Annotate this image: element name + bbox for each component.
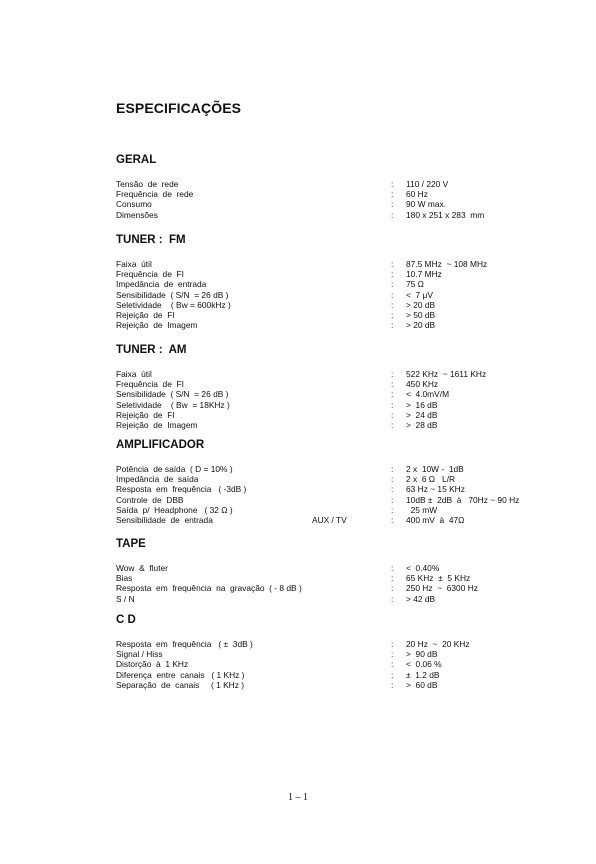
spec-separator: : <box>391 669 394 680</box>
spec-row <box>116 259 556 269</box>
spec-row <box>116 279 556 289</box>
spec-label: Sensibilidade ( S/N = 26 dB ) <box>116 289 229 300</box>
spec-value: ± 1.2 dB <box>406 669 440 680</box>
spec-value: 75 Ω <box>406 279 424 290</box>
spec-separator: : <box>391 289 394 300</box>
spec-row <box>116 379 556 389</box>
section-heading: TUNER : AM <box>116 344 187 356</box>
spec-value: 10dB ± 2dB à 70Hz ~ 90 Hz <box>406 494 520 505</box>
spec-separator: : <box>391 484 394 495</box>
spec-label: Consumo <box>116 199 152 210</box>
spec-separator: : <box>391 593 394 604</box>
spec-label: Controle de DBB <box>116 494 184 505</box>
spec-row <box>116 573 556 583</box>
spec-separator: : <box>391 209 394 220</box>
spec-value: 25 mW <box>406 504 438 515</box>
spec-value: > 16 dB <box>406 399 438 410</box>
spec-value: 400 mV à 47Ω <box>406 514 465 525</box>
page-number: 1 – 1 <box>288 792 308 803</box>
spec-label: Sensibilidade de entrada <box>116 514 213 525</box>
spec-separator: : <box>391 409 394 420</box>
spec-value: 180 x 251 x 283 mm <box>406 209 485 220</box>
spec-separator: : <box>391 379 394 390</box>
spec-row <box>116 199 556 209</box>
section-heading: AMPLIFICADOR <box>116 439 205 451</box>
spec-separator: : <box>391 514 394 525</box>
spec-label: Impedância de entrada <box>116 279 207 290</box>
spec-value: 2 x 10W - 1dB <box>406 464 464 474</box>
section-cd <box>116 612 556 690</box>
spec-separator: : <box>391 659 394 670</box>
spec-separator: : <box>391 474 394 485</box>
spec-value: < 7 μV <box>406 289 433 300</box>
spec-row <box>116 495 556 505</box>
spec-label: Frequência de FI <box>116 379 184 390</box>
spec-separator: : <box>391 269 394 280</box>
spec-value: 90 W max. <box>406 199 447 210</box>
spec-value: 110 / 220 V <box>406 179 449 189</box>
section-tuner-am <box>116 342 556 430</box>
spec-row <box>116 464 556 474</box>
spec-label: Dimensões <box>116 209 158 220</box>
spec-row <box>116 515 556 525</box>
spec-separator: : <box>391 279 394 290</box>
spec-label: Faixa útil <box>116 259 152 269</box>
spec-separator: : <box>391 309 394 320</box>
spec-label: Rejeição de Imagem <box>116 419 198 430</box>
spec-separator: : <box>391 189 394 200</box>
spec-value: 60 Hz <box>406 189 428 200</box>
spec-row <box>116 583 556 593</box>
spec-row <box>116 484 556 494</box>
spec-label: Tensão de rede <box>116 179 179 189</box>
spec-value: 10.7 MHz <box>406 269 442 280</box>
spec-label: Seletividade ( Bw = 18KHz ) <box>116 399 230 410</box>
spec-separator: : <box>391 399 394 410</box>
spec-label: Distorção à 1 KHz <box>116 659 189 670</box>
spec-separator: : <box>391 573 394 584</box>
spec-value: < 0.40% <box>406 563 440 573</box>
spec-row <box>116 290 556 300</box>
spec-row <box>116 269 556 279</box>
spec-label: Separação de canais ( 1 KHz ) <box>116 679 245 690</box>
spec-value: > 42 dB <box>406 593 436 604</box>
spec-label: Frequência de FI <box>116 269 184 280</box>
spec-label: Rejeição de FI <box>116 309 175 320</box>
section-heading: TUNER : FM <box>116 234 186 246</box>
spec-input-source: AUX / TV <box>312 514 347 525</box>
spec-row <box>116 659 556 669</box>
spec-label: Bias <box>116 573 133 584</box>
spec-row <box>116 420 556 430</box>
spec-label: Rejeição de Imagem <box>116 320 198 331</box>
spec-separator: : <box>391 259 394 269</box>
spec-row <box>116 400 556 410</box>
section-heading: C D <box>116 614 136 626</box>
spec-separator: : <box>391 419 394 430</box>
spec-label: Potência de saída ( D = 10% ) <box>116 464 233 474</box>
spec-value: > 24 dB <box>406 409 438 420</box>
spec-row <box>116 670 556 680</box>
spec-separator: : <box>391 583 394 594</box>
section-geral <box>116 152 556 220</box>
spec-separator: : <box>391 563 394 573</box>
spec-value: > 90 dB <box>406 649 438 660</box>
spec-label: Saída p/ Headphone ( 32 Ω ) <box>116 504 233 515</box>
spec-label: Diferença entre canais ( 1 KHz ) <box>116 669 245 680</box>
spec-label: Sensibilidade ( S/N = 26 dB ) <box>116 389 229 400</box>
section-heading: GERAL <box>116 154 157 166</box>
spec-row <box>116 189 556 199</box>
spec-row <box>116 680 556 690</box>
spec-label: Wow & fluter <box>116 563 168 573</box>
section-amplificador <box>116 437 556 525</box>
spec-label: S / N <box>116 593 135 604</box>
spec-value: > 20 dB <box>406 299 436 310</box>
spec-row <box>116 639 556 649</box>
spec-separator: : <box>391 320 394 331</box>
spec-row <box>116 389 556 399</box>
spec-label: Faixa útil <box>116 369 152 379</box>
spec-value: > 20 dB <box>406 320 436 331</box>
spec-value: 250 Hz ~ 6300 Hz <box>406 583 478 594</box>
spec-row <box>116 179 556 189</box>
spec-label: Resposta em frequência ( -3dB ) <box>116 484 247 495</box>
spec-label: Resposta em frequência na gravação ( - 8 dB ) <box>116 583 302 594</box>
spec-row <box>116 300 556 310</box>
spec-value: 522 KHz ~ 1611 KHz <box>406 369 487 379</box>
spec-row <box>116 210 556 220</box>
spec-separator: : <box>391 179 394 189</box>
spec-separator: : <box>391 464 394 474</box>
spec-row <box>116 310 556 320</box>
spec-row <box>116 563 556 573</box>
spec-label: Rejeição de FI <box>116 409 175 420</box>
spec-value: > 60 dB <box>406 679 438 690</box>
spec-label: Impedância de saída <box>116 474 199 485</box>
spec-value: < 4.0mV/M <box>406 389 450 400</box>
spec-row <box>116 369 556 379</box>
spec-value: 87.5 MHz ~ 108 MHz <box>406 259 488 269</box>
spec-row <box>116 505 556 515</box>
spec-row <box>116 474 556 484</box>
spec-label: Frequência de rede <box>116 189 194 200</box>
spec-separator: : <box>391 494 394 505</box>
section-tape <box>116 536 556 604</box>
section-tuner-fm <box>116 232 556 330</box>
spec-separator: : <box>391 649 394 660</box>
spec-row <box>116 649 556 659</box>
page-title: ESPECIFICAÇÕES <box>116 100 242 116</box>
spec-separator: : <box>391 299 394 310</box>
spec-separator: : <box>391 199 394 210</box>
spec-value: > 50 dB <box>406 309 436 320</box>
spec-value: 20 Hz ~ 20 KHz <box>406 639 470 649</box>
spec-separator: : <box>391 389 394 400</box>
spec-separator: : <box>391 639 394 649</box>
section-heading: TAPE <box>116 538 146 550</box>
spec-row <box>116 320 556 330</box>
spec-value: > 28 dB <box>406 419 438 430</box>
spec-separator: : <box>391 679 394 690</box>
spec-row <box>116 410 556 420</box>
spec-value: 2 x 6 Ω L/R <box>406 474 456 485</box>
spec-separator: : <box>391 369 394 379</box>
spec-separator: : <box>391 504 394 515</box>
spec-value: < 0.06 % <box>406 659 442 670</box>
spec-label: Signal / Hiss <box>116 649 163 660</box>
spec-value: 450 KHz <box>406 379 439 390</box>
spec-label: Resposta em frequência ( ± 3dB ) <box>116 639 253 649</box>
spec-row <box>116 594 556 604</box>
spec-value: 65 KHz ± 5 KHz <box>406 573 471 584</box>
spec-value: 63 Hz ~ 15 KHz <box>406 484 465 495</box>
spec-label: Seletividade ( Bw = 600kHz ) <box>116 299 231 310</box>
